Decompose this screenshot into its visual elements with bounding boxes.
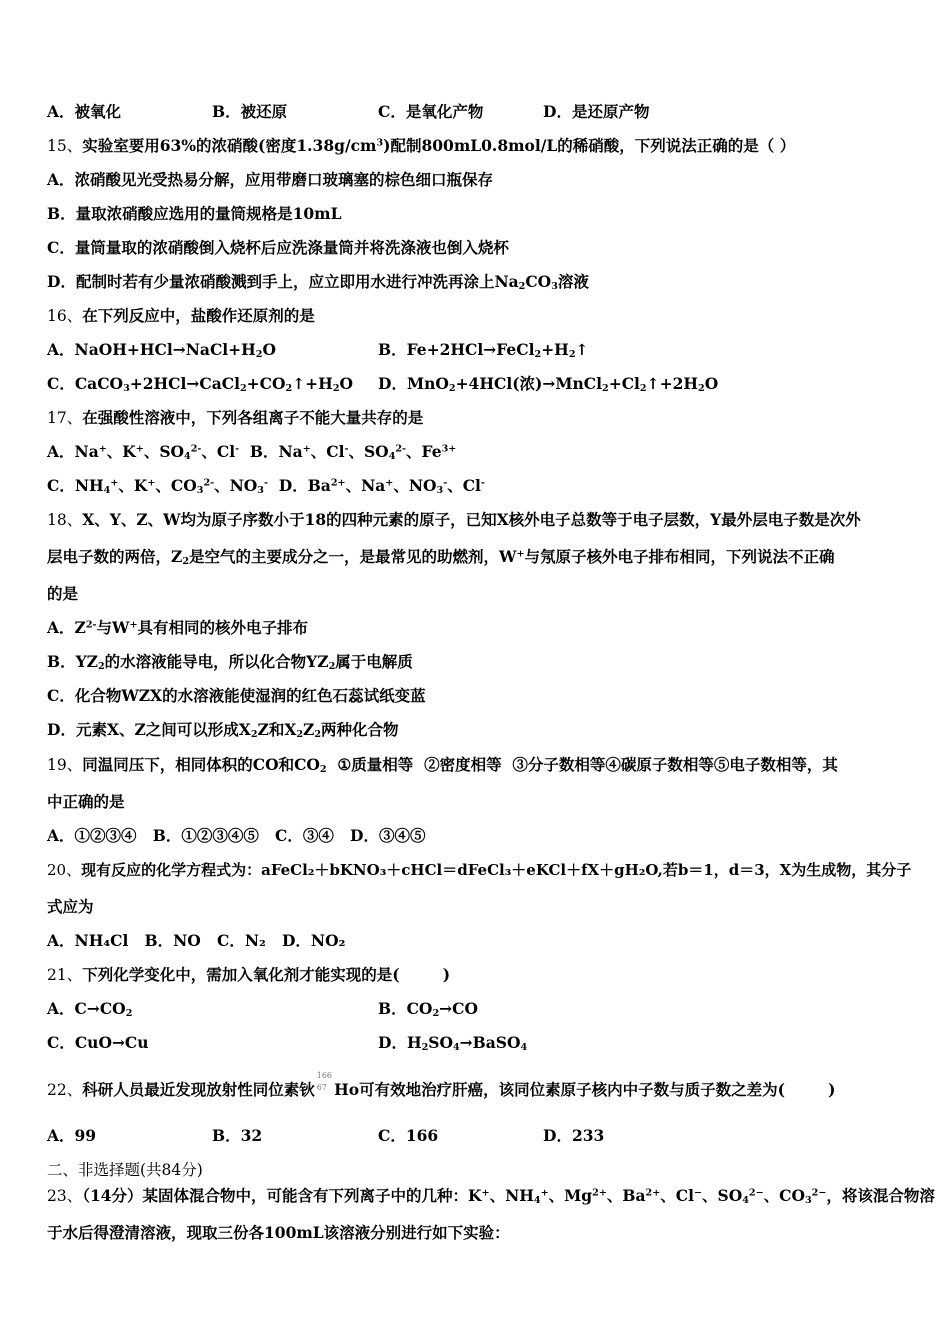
q16-option-d: D．MnO$_2$+4HCl(浓)$\to MnCl_2+Cl_2↑+2H_2O$: [378, 374, 719, 394]
q16-option-b: B．$Fe+2HCl\to FeCl_2+H_2↑$: [378, 340, 589, 360]
q17-stem: 17、在强酸性溶液中，下列各组离子不能大量共存的是: [47, 408, 424, 427]
q18-option-a: A．$Z^{2-}$与W+具有相同的核外电子排布: [47, 618, 308, 637]
q15-option-d: D．配制时若有少量浓硝酸溅到手上，应立即用水进行冲洗再涂上$Na_2CO_3$溶液: [47, 272, 589, 292]
q23-stem-line-2: 于水后得澄清溶液，现取三份各100mL该溶液分别进行如下实验：: [47, 1223, 510, 1242]
q15-stem: 15、实验室要用63%的浓硝酸(密度$1.38g/cm^3$)配制800mL0.8mol/L的稀硝酸，下列说法正确的是（ ）: [47, 136, 796, 155]
q21-option-b: B．$CO_2\to CO$: [378, 999, 478, 1019]
q17-options-cd: C．$NH_4^+$、K+、$CO_3^{2-}$、$NO_3^-$ D．$Ba^{2+}$、Na+、$NO_3^-$、Cl-: [47, 476, 485, 496]
q20-options: A．NH₄Cl B．NO C．N₂ D．NO₂: [47, 931, 346, 950]
q14-option-c: C．是氧化产物: [378, 102, 484, 121]
q20-stem-line-1: 20、现有反应的化学方程式为：aFeCl₂＋bKNO₃＋cHCl＝dFeCl₃＋eKCl＋fX＋gH₂O,若b＝1，d＝3，X为生成物，其分子: [47, 861, 912, 879]
q18-option-d: D．元素X、Z之间可以形成$X_2Z$和$X_2Z_2$两种化合物: [47, 720, 399, 740]
q22-option-a: A．99: [47, 1126, 97, 1145]
q18-option-c: C．化合物WZX的水溶液能使湿润的红色石蕊试纸变蓝: [47, 686, 426, 705]
q16-option-a: A．$NaOH+HCl\to NaCl+H_2O$: [47, 340, 276, 360]
q15-option-a: A．浓硝酸见光受热易分解，应用带磨口玻璃塞的棕色细口瓶保存: [47, 170, 494, 189]
q17-options-ab: A．Na+、K+、$SO_4^{2-}$、Cl- B．Na+、Cl-、$SO_4^{2-}$、$Fe^{3+}$: [47, 442, 457, 462]
q19-options: A．①②③④ B．①②③④⑤ C．③④ D．③④⑤: [47, 826, 426, 845]
q20-stem-line-2: 式应为: [47, 897, 94, 916]
q21-stem: 21、下列化学变化中，需加入氧化剂才能实现的是( ): [47, 965, 451, 984]
q22-stem: 22、科研人员最近发现放射性同位素钬 166 67 Ho可有效地治疗肝癌，该同位素原子核内中子数与质子数之差为( ): [47, 1080, 835, 1100]
q18-stem-line-2: 层电子数的两倍，$Z_2$是空气的主要成分之一，是最常见的助燃剂，W+与氖原子核外电子排布相同，下列说法不正确: [47, 547, 835, 567]
q19-stem-line-1: 19、同温同压下，相同体积的CO和$CO_2$ ①质量相等 ②密度相等 ③分子数相等④碳原子数相等⑤电子数相等，其: [47, 755, 838, 775]
q22-option-b: B．32: [212, 1126, 263, 1145]
q21-option-d: D．$H_2SO_4\to BaSO_4$: [378, 1033, 528, 1053]
section-heading: 二、非选择题(共84分): [47, 1161, 203, 1179]
q16-stem: 16、在下列反应中，盐酸作还原剂的是: [47, 306, 315, 325]
isotope-mass-number: 166: [316, 1071, 333, 1080]
q15-option-b: B．量取浓硝酸应选用的量筒规格是10mL: [47, 204, 342, 223]
isotope-atomic-number: 67: [316, 1083, 327, 1092]
q14-option-d: D．是还原产物: [543, 102, 650, 121]
q23-stem-line-1: 23、（14分）某固体混合物中，可能含有下列离子中的几种：K+、$NH_4^+$、$Mg^{2+}$、$Ba^{2+}$、Cl−、$SO_4^{2-}$、$CO_3^{2-}$，将该混合物溶: [47, 1186, 935, 1206]
q21-option-c: C．CuO→Cu: [47, 1033, 149, 1052]
q19-stem-line-2: 中正确的是: [47, 792, 125, 811]
q14-option-b: B．被还原: [212, 102, 288, 121]
q15-option-c: C．量筒量取的浓硝酸倒入烧杯后应洗涤量筒并将洗涤液也倒入烧杯: [47, 238, 509, 257]
q18-stem-line-1: 18、X、Y、Z、W均为原子序数小于18的四种元素的原子，已知X核外电子总数等于电子层数，Y最外层电子数是次外: [47, 510, 861, 529]
q18-stem-line-3: 的是: [47, 584, 79, 603]
q22-option-d: D．233: [543, 1126, 605, 1145]
q14-option-a: A．被氧化: [47, 102, 122, 121]
q21-option-a: A．$C\to CO_2$: [47, 999, 133, 1019]
q22-option-c: C．166: [378, 1126, 439, 1145]
q18-option-b: B．$YZ_2$的水溶液能导电，所以化合物$YZ_2$属于电解质: [47, 652, 413, 672]
q16-option-c: C．$CaCO_3+2HCl\to CaCl_2+CO_2↑+H_2O$: [47, 374, 354, 394]
